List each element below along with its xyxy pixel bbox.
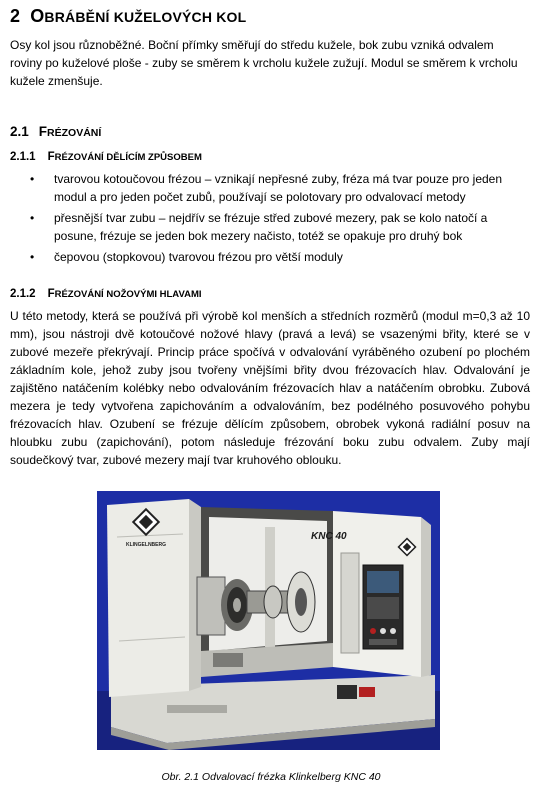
chapter-number: 2	[10, 6, 21, 26]
figure-caption: Obr. 2.1 Odvalovací frézka Klinkelberg KNC 40	[161, 771, 381, 783]
section-heading	[10, 124, 101, 139]
bullet-icon: •	[30, 250, 35, 264]
control-screen	[367, 571, 399, 593]
subsection-number-2: 2.1.2	[10, 288, 36, 300]
list-item	[10, 170, 530, 206]
subsection-heading-2	[10, 288, 202, 300]
list-item	[10, 209, 530, 245]
bullet-icon: •	[30, 211, 35, 225]
list-item-text: tvarovou kotoučovou frézou – vznikají nepřesné zuby, fréza má tvar pouze pro jeden modul a pro jeden počet zubů, používají se polotovary pro odvalovací metody	[54, 172, 503, 204]
subsection-title-initial-2: F	[47, 288, 55, 300]
subsection-title-initial-1: F	[47, 151, 55, 163]
brand-label: KLINGELNBERG	[126, 542, 166, 548]
chapter-title-initial: O	[30, 6, 45, 26]
warning-plate	[359, 687, 375, 697]
intro-paragraph: Osy kol jsou různoběžné. Boční přímky směřují do středu kužele, bok zubu vzniká odvalem roviny po kuželové ploše - zuby se směrem k vrcholu kužele zužují. Modul se směrem k vrcholu kužele zmenšuje.	[10, 38, 518, 88]
method-list	[10, 170, 530, 269]
section-title-initial: F	[38, 124, 48, 139]
subsection-number-1: 2.1.1	[10, 151, 36, 163]
list-item-text: čepovou (stopkovou) tvarovou frézou pro větší moduly	[54, 250, 343, 264]
method-paragraph: U této metody, která se používá při výrobě kol menších a středních rozměrů (modul m=0,3 až 10 mm), jsou nástroji dvě kotoučové nožové hlavy (pravá a levá) se vsazenými břity, které se v zubové mezeře překrývají. Princip práce spočívá v odvalování vyráběného ozubení po plochém základním kole, jehož zuby jsou tvořeny vnějšími břity dvou frézovacích hlav. Odvalování je zajištěno natáčením kolébky nebo odvalováním frézovacích hlav a natáčením obrobku. Zubová mezera je tedy vytvořena zapichováním a odvalováním, bez podélného posuvového pohybu frézovacích hlav. Ozubení se frézuje dělícím způsobem, obrobek vykoná radiální posuv na hloubku zubu (zapichování), potom následuje frézování boku zubu odvalem. Zuby mají soudečkový tvar, zubové mezery mají tvar kruhového oblouku.	[10, 309, 530, 467]
chapter-heading	[10, 6, 246, 27]
machine-illustration	[97, 491, 440, 750]
section-title-rest: RÉZOVÁNÍ	[47, 127, 102, 139]
stop-button-icon	[370, 628, 376, 634]
chapter-title-rest: BRÁBĚNÍ KUŽELOVÝCH KOL	[44, 9, 247, 25]
list-item-text: přesnější tvar zubu – nejdřív se frézuje střed zubové mezery, pak se kolo natočí a posune, frézuje se jeden bok mezery načisto, totéž se opakuje pro druhý bok	[54, 211, 488, 243]
subsection-title-rest-1: RÉZOVÁNÍ DĚLÍCÍM ZPŮSOBEM	[54, 152, 202, 163]
subsection-heading-1	[10, 151, 202, 163]
machine-label: KNC 40	[311, 531, 347, 542]
cutter-head	[197, 577, 253, 635]
subsection-title-rest-2: RÉZOVÁNÍ NOŽOVÝMI HLAVAMI	[54, 289, 202, 300]
machine-photo	[97, 491, 440, 750]
control-panel	[363, 565, 403, 649]
bullet-icon: •	[30, 172, 35, 186]
list-item	[10, 248, 530, 266]
section-number: 2.1	[10, 124, 29, 139]
